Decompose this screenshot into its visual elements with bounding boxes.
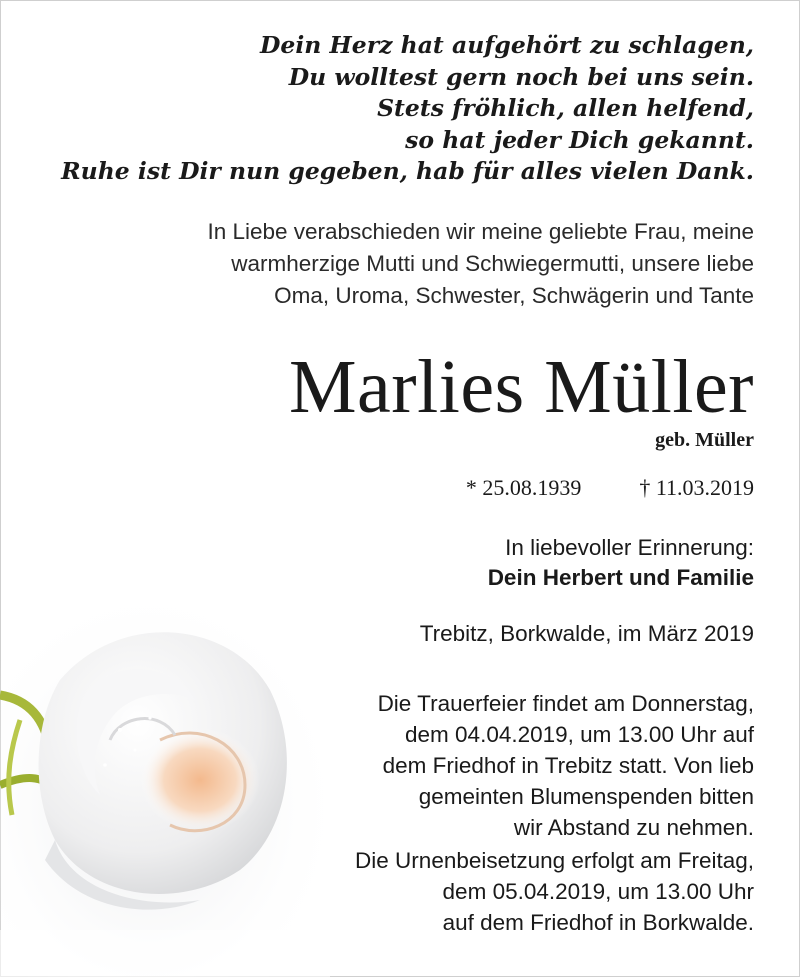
- ceremony-line: dem Friedhof in Trebitz statt. Von lieb: [382, 753, 754, 778]
- urn-line: dem 05.04.2019, um 13.00 Uhr: [442, 879, 754, 904]
- intro-line: Oma, Uroma, Schwester, Schwägerin und Tante: [274, 283, 754, 308]
- deceased-name: Marlies Müller: [288, 345, 754, 429]
- urn-burial-info: [355, 845, 754, 938]
- memory-signature: [488, 533, 754, 593]
- life-dates: [466, 473, 754, 503]
- ceremony-line: dem 04.04.2019, um 13.00 Uhr auf: [405, 722, 754, 747]
- ceremony-line: Die Trauerfeier findet am Donnerstag,: [377, 691, 754, 716]
- ceremony-line: gemeinten Blumenspenden bitten: [418, 784, 754, 809]
- death-date: † 11.03.2019: [639, 475, 754, 500]
- poem-line: Dein Herz hat aufgehört zu schlagen,: [260, 31, 754, 59]
- intro-line: In Liebe verabschieden wir meine geliebte Frau, meine: [207, 219, 754, 244]
- poem-line: so hat jeder Dich gekannt.: [405, 125, 754, 154]
- poem-line: Du wolltest gern noch bei uns sein.: [288, 62, 754, 91]
- maiden-name: geb. Müller: [655, 429, 754, 451]
- birth-date: * 25.08.1939: [465, 475, 582, 500]
- urn-line: Die Urnenbeisetzung erfolgt am Freitag,: [355, 848, 754, 873]
- memory-line: In liebevoller Erinnerung:: [505, 535, 754, 560]
- poem-verse: [61, 30, 754, 188]
- farewell-intro: [207, 216, 754, 312]
- intro-line: warmherzige Mutti und Schwiegermutti, unsere liebe: [231, 251, 754, 276]
- funeral-ceremony-info: [378, 688, 754, 843]
- signed-by: Dein Herbert und Familie: [487, 565, 754, 590]
- poem-line: Ruhe ist Dir nun gegeben, hab für alles vielen Dank.: [61, 157, 754, 185]
- white-rose-image: [0, 600, 330, 977]
- place-date: Trebitz, Borkwalde, im März 2019: [419, 621, 754, 646]
- poem-line: Stets fröhlich, allen helfend,: [377, 94, 754, 122]
- urn-line: auf dem Friedhof in Borkwalde.: [442, 910, 754, 935]
- ceremony-line: wir Abstand zu nehmen.: [513, 815, 754, 840]
